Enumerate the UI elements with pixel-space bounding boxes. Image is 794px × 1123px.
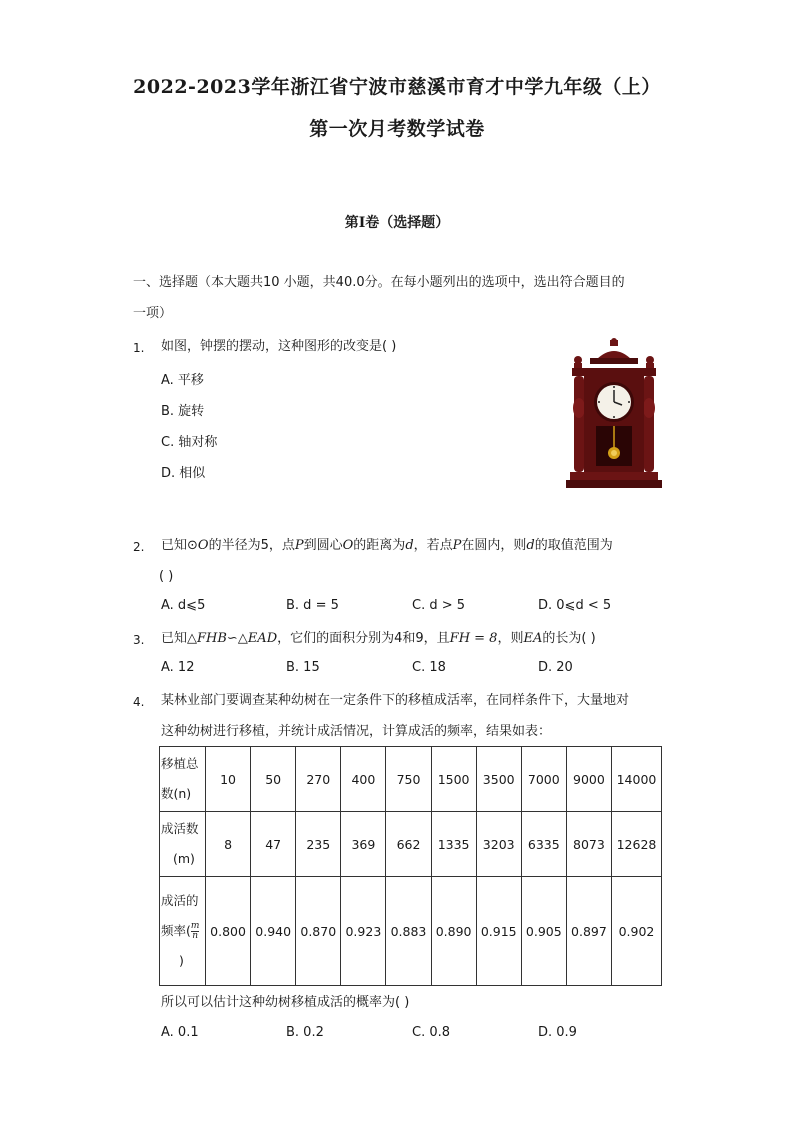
table-cell: 3203 xyxy=(476,812,521,877)
question-2-option-d[interactable]: D. 0⩽d < 5 xyxy=(538,598,612,613)
header-text: (m) xyxy=(173,851,195,866)
q3-math: EA xyxy=(523,631,543,646)
table-cell: 0.800 xyxy=(206,877,251,986)
q2-text: 已知⊙ xyxy=(161,538,198,553)
table-cell: 10 xyxy=(206,747,251,812)
section-instructions-line-2: 一项） xyxy=(133,306,173,321)
header-text: 数(n) xyxy=(161,786,192,801)
table-cell: 1335 xyxy=(431,812,476,877)
table-cell: 8 xyxy=(206,812,251,877)
table-cell: 12628 xyxy=(611,812,661,877)
table-cell: 8073 xyxy=(566,812,611,877)
table-cell: 1500 xyxy=(431,747,476,812)
question-3-option-d[interactable]: D. 20 xyxy=(538,660,573,675)
q2-math: O xyxy=(342,538,354,553)
table-cell: 0.923 xyxy=(341,877,386,986)
table-cell: 6335 xyxy=(521,812,566,877)
q2-math: P xyxy=(452,538,462,553)
table-cell: 270 xyxy=(296,747,341,812)
question-2-option-a[interactable]: A. d⩽5 xyxy=(161,598,206,613)
table-cell: 47 xyxy=(251,812,296,877)
q2-math: P xyxy=(294,538,304,553)
table-cell: 750 xyxy=(386,747,431,812)
question-4-stem-line-2: 这种幼树进行移植，并统计成活情况，计算成活的频率，结果如表： xyxy=(161,724,552,739)
question-3-option-a[interactable]: A. 12 xyxy=(161,660,195,675)
table-row xyxy=(160,877,662,986)
q2-text: 的距离为 xyxy=(353,538,406,553)
question-2-stem xyxy=(161,537,613,555)
question-2-number: 2. xyxy=(133,540,145,554)
table-cell: 400 xyxy=(341,747,386,812)
table-row xyxy=(160,812,662,877)
header-text: 成活的 xyxy=(161,893,199,908)
q2-math: O xyxy=(197,538,209,553)
header-text: 移植总 xyxy=(161,756,199,771)
section-label: 第Ⅰ卷（选择题） xyxy=(344,215,450,231)
table-row-header xyxy=(160,877,206,986)
q2-text: 在圆内，则 xyxy=(461,538,527,553)
q2-text: ，若点 xyxy=(413,538,453,553)
table-cell: 0.915 xyxy=(476,877,521,986)
q2-math: d xyxy=(526,538,535,553)
header-text: 频率( xyxy=(161,923,191,938)
q3-text: ，则 xyxy=(497,631,524,646)
question-4-option-d[interactable]: D. 0.9 xyxy=(538,1025,577,1040)
question-3-number: 3. xyxy=(133,633,145,647)
question-3-stem xyxy=(161,630,596,648)
q2-math: d xyxy=(405,538,414,553)
question-2-option-b[interactable]: B. d = 5 xyxy=(286,598,339,613)
header-text: 成活数 xyxy=(161,821,199,836)
question-1-option-c[interactable]: C. 轴对称 xyxy=(161,435,218,450)
question-4-stem-line-1: 某林业部门要调查某种幼树在一定条件下的移植成活率，在同样条件下，大量地对 xyxy=(161,693,630,708)
table-cell: 9000 xyxy=(566,747,611,812)
q2-text: 的取值范围为 xyxy=(534,538,613,553)
question-4-number: 4. xyxy=(133,695,145,709)
table-row-header xyxy=(160,812,206,877)
section-instructions-line-1: 一、选择题（本大题共10 小题，共40.0分。在每小题列出的选项中，选出符合题目的 xyxy=(133,275,625,290)
q3-text: 已知 xyxy=(161,631,188,646)
table-cell: 0.897 xyxy=(566,877,611,986)
table-row xyxy=(160,747,662,812)
question-1-option-b[interactable]: B. 旋转 xyxy=(161,404,205,419)
q3-text: 的长为( ) xyxy=(542,631,596,646)
table-cell: 3500 xyxy=(476,747,521,812)
question-1-number: 1. xyxy=(133,341,145,355)
question-4-option-b[interactable]: B. 0.2 xyxy=(286,1025,324,1040)
q3-math: FH = 8 xyxy=(449,631,498,646)
q2-text: 的半径为5，点 xyxy=(208,538,295,553)
table-cell: 0.902 xyxy=(611,877,661,986)
table-cell: 235 xyxy=(296,812,341,877)
question-3-option-b[interactable]: B. 15 xyxy=(286,660,320,675)
fraction-m-over-n xyxy=(191,922,200,941)
table-cell: 0.905 xyxy=(521,877,566,986)
table-cell: 0.890 xyxy=(431,877,476,986)
header-text: ) xyxy=(179,953,184,968)
question-1-option-d[interactable]: D. 相似 xyxy=(161,466,206,481)
fraction-numerator: m xyxy=(190,921,200,931)
exam-title-line-2: 第一次月考数学试卷 xyxy=(309,118,485,140)
table-cell: 0.940 xyxy=(251,877,296,986)
q3-text: ，它们的面积分别为4和9，且 xyxy=(277,631,450,646)
table-cell: 369 xyxy=(341,812,386,877)
question-1-stem: 如图，钟摆的摆动，这种图形的改变是( ) xyxy=(161,339,397,354)
question-4-option-a[interactable]: A. 0.1 xyxy=(161,1025,199,1040)
fraction-denominator: n xyxy=(192,931,199,941)
question-3-option-c[interactable]: C. 18 xyxy=(412,660,446,675)
table-row-header xyxy=(160,747,206,812)
table-cell: 662 xyxy=(386,812,431,877)
q2-text: 到圆心 xyxy=(303,538,343,553)
question-4-stem-after-table: 所以可以估计这种幼树移植成活的概率为( ) xyxy=(161,995,410,1010)
question-4-option-c[interactable]: C. 0.8 xyxy=(412,1025,451,1040)
table-cell: 50 xyxy=(251,747,296,812)
exam-title-line-1: 2022-2023学年浙江省宁波市慈溪市育才中学九年级（上） xyxy=(133,76,661,98)
survival-rate-table xyxy=(159,746,662,986)
question-1-option-a[interactable]: A. 平移 xyxy=(161,373,204,388)
q3-math: △FHB∽△EAD xyxy=(187,631,278,646)
table-cell: 0.883 xyxy=(386,877,431,986)
table-cell: 7000 xyxy=(521,747,566,812)
question-2-option-c[interactable]: C. d > 5 xyxy=(412,598,466,613)
pendulum-clock-icon xyxy=(566,338,662,490)
question-2-stem-line-2: ( ) xyxy=(159,569,174,584)
table-cell: 0.870 xyxy=(296,877,341,986)
pendulum-clock-figure xyxy=(566,338,662,490)
table-cell: 14000 xyxy=(611,747,661,812)
